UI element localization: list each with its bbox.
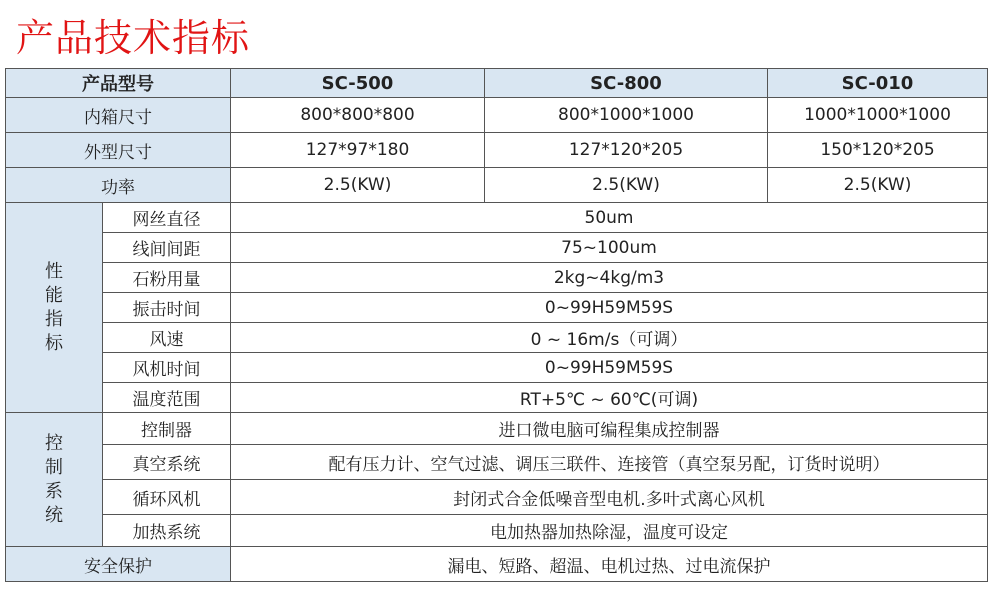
row-label: 加热系统 <box>103 515 231 547</box>
value-cell: 150*120*205 <box>768 133 988 168</box>
performance-group-label <box>6 203 103 413</box>
title-bar <box>6 6 988 64</box>
row-label: 功率 <box>6 168 231 203</box>
row-label: 外型尺寸 <box>6 133 231 168</box>
value-cell: 800*1000*1000 <box>485 98 768 133</box>
value-cell: 2.5(KW) <box>485 168 768 203</box>
row-label: 安全保护 <box>6 547 231 582</box>
model-cell: SC-800 <box>485 69 768 98</box>
value-cell: RT+5℃ ~ 60℃(可调) <box>231 383 988 413</box>
spec-table <box>5 68 988 582</box>
table-row <box>6 547 988 582</box>
table-row <box>6 480 988 515</box>
control-group-text: 控制系统 <box>44 432 63 526</box>
value-cell: 0~99H59M59S <box>231 293 988 323</box>
value-cell: 800*800*800 <box>231 98 485 133</box>
table-row <box>6 445 988 480</box>
value-cell: 75~100um <box>231 233 988 263</box>
model-label-cell: 产品型号 <box>6 69 231 98</box>
row-label: 线间间距 <box>103 233 231 263</box>
model-cell: SC-500 <box>231 69 485 98</box>
table-row <box>6 413 988 445</box>
value-cell: 2.5(KW) <box>231 168 485 203</box>
value-cell: 漏电、短路、超温、电机过热、过电流保护 <box>231 547 988 582</box>
value-cell: 进口微电脑可编程集成控制器 <box>231 413 988 445</box>
row-label: 振击时间 <box>103 293 231 323</box>
row-label: 内箱尺寸 <box>6 98 231 133</box>
value-cell: 封闭式合金低噪音型电机.多叶式离心风机 <box>231 480 988 515</box>
table-row <box>6 263 988 293</box>
table-row <box>6 233 988 263</box>
value-cell: 1000*1000*1000 <box>768 98 988 133</box>
table-row <box>6 293 988 323</box>
value-cell: 0 ~ 16m/s（可调） <box>231 323 988 353</box>
value-cell: 电加热器加热除湿，温度可设定 <box>231 515 988 547</box>
table-row <box>6 203 988 233</box>
value-cell: 127*97*180 <box>231 133 485 168</box>
table-row <box>6 98 988 133</box>
row-label: 风速 <box>103 323 231 353</box>
value-cell: 2kg~4kg/m3 <box>231 263 988 293</box>
table-row <box>6 133 988 168</box>
table-row <box>6 168 988 203</box>
table-row <box>6 515 988 547</box>
row-label: 控制器 <box>103 413 231 445</box>
row-label: 真空系统 <box>103 445 231 480</box>
value-cell: 2.5(KW) <box>768 168 988 203</box>
row-label: 网丝直径 <box>103 203 231 233</box>
row-label: 风机时间 <box>103 353 231 383</box>
model-cell: SC-010 <box>768 69 988 98</box>
table-row <box>6 383 988 413</box>
value-cell: 0~99H59M59S <box>231 353 988 383</box>
row-label: 温度范围 <box>103 383 231 413</box>
value-cell: 127*120*205 <box>485 133 768 168</box>
value-cell: 50um <box>231 203 988 233</box>
table-header-row <box>6 69 988 98</box>
value-cell: 配有压力计、空气过滤、调压三联件、连接管（真空泵另配，订货时说明） <box>231 445 988 480</box>
row-label: 循环风机 <box>103 480 231 515</box>
table-row <box>6 353 988 383</box>
row-label: 石粉用量 <box>103 263 231 293</box>
page-title: 产品技术指标 <box>16 16 251 60</box>
control-group-label <box>6 413 103 547</box>
performance-group-text: 性能指标 <box>44 260 63 354</box>
table-row <box>6 323 988 353</box>
